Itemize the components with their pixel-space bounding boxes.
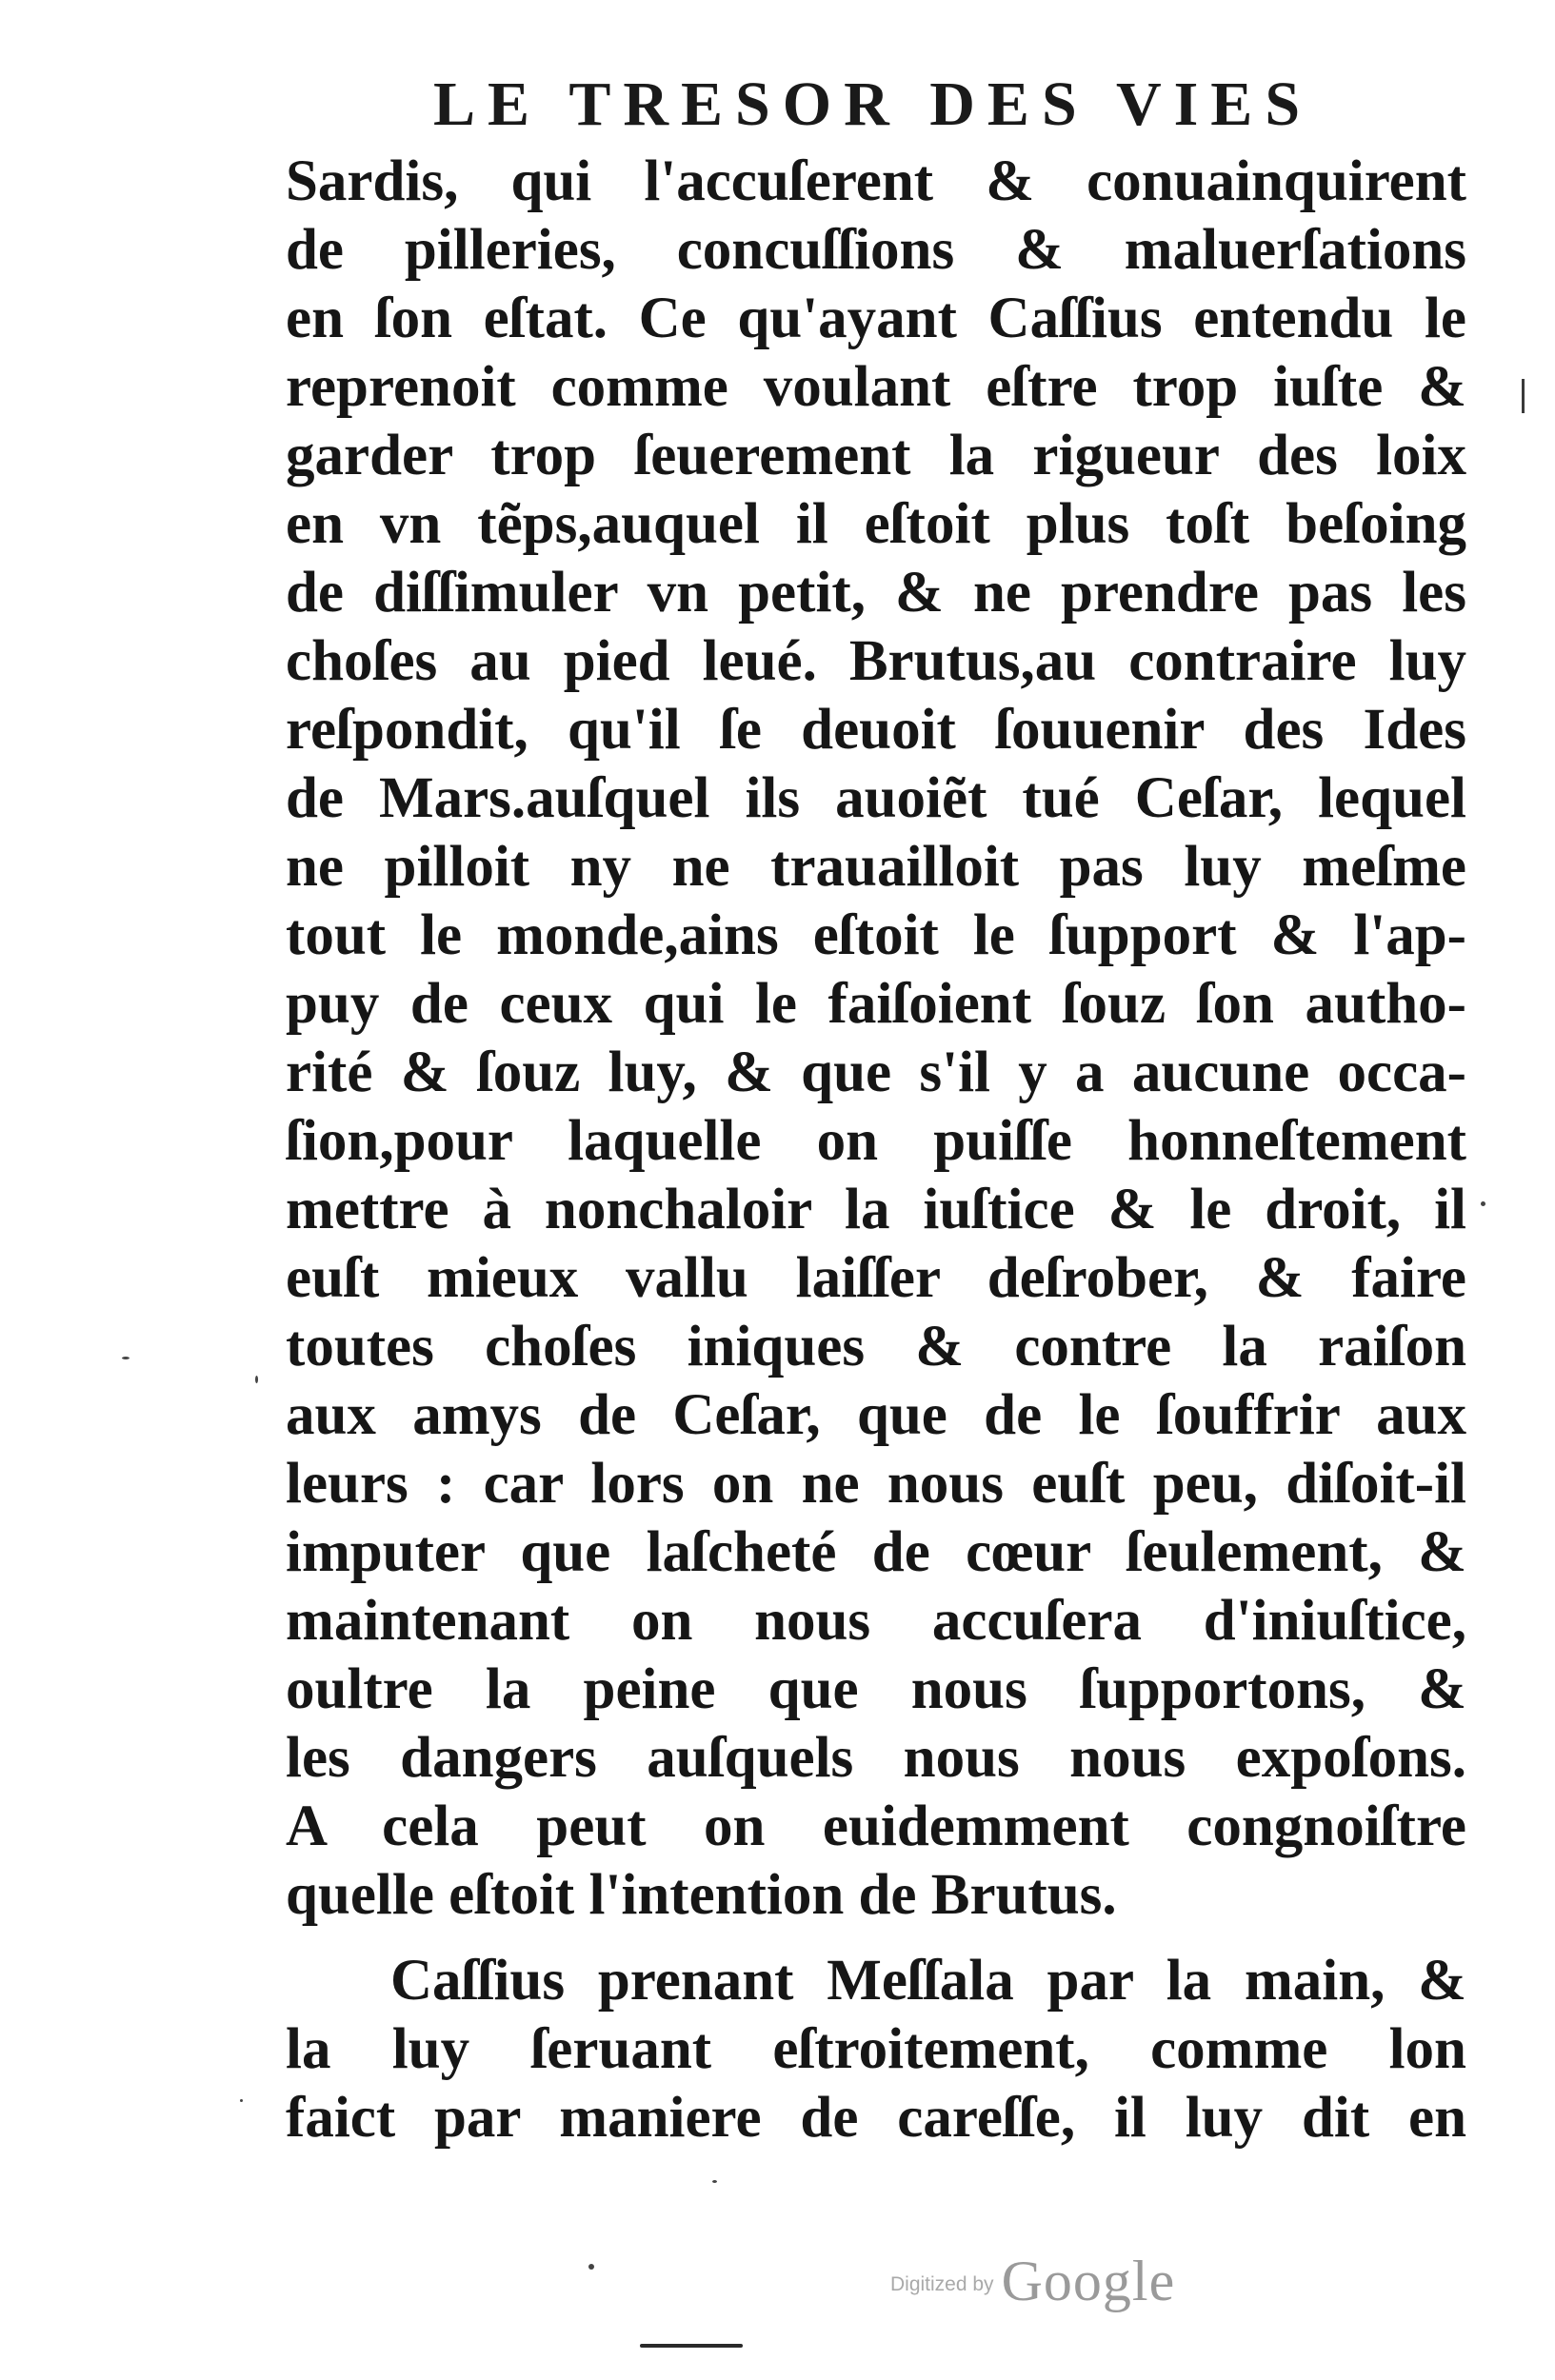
text-line: reſpondit, qu'il ſe deuoit ſouuenir des Ides [286, 698, 1466, 762]
ink-speck [588, 2264, 594, 2270]
ink-speck [712, 2180, 717, 2183]
text-line: faict par maniere de careſſe, il luy dit en [286, 2086, 1466, 2150]
watermark-prefix: Digitized by [890, 2273, 994, 2295]
text-line: de pilleries, concuſſions & maluerſations [286, 218, 1466, 282]
body-text [286, 148, 1466, 2152]
text-line: de Mars.auſquel ils auoiẽt tué Ceſar, lequel [286, 766, 1466, 830]
paragraph-2 [286, 1947, 1466, 2152]
google-logo: Google [1001, 2250, 1176, 2312]
text-line: reprenoit comme voulant eſtre trop iuſte & [286, 355, 1466, 419]
text-line: tout le monde,ains eſtoit le ſupport & l'ap- [286, 903, 1466, 967]
text-line: ne pilloit ny ne trauailloit pas luy meſme [286, 835, 1466, 899]
text-line: oultre la peine que nous ſupportons, & [286, 1657, 1466, 1721]
text-line: leurs : car lors on ne nous euſt peu, diſoit-il [286, 1452, 1466, 1516]
text-line: imputer que laſcheté de cœur ſeulement, & [286, 1520, 1466, 1584]
text-line: aux amys de Ceſar, que de le ſouffrir aux [286, 1383, 1466, 1447]
text-line: quelle eſtoit l'intention de Brutus. [286, 1863, 1117, 1927]
text-line: Caſſius prenant Meſſala par la main, & [390, 1949, 1466, 2013]
text-line: garder trop ſeuerement la rigueur des loix [286, 424, 1466, 487]
ink-speck [1481, 1201, 1485, 1206]
text-line: maintenant on nous accuſera d'iniuſtice, [286, 1589, 1466, 1653]
text-line: en vn tẽps,auquel il eſtoit plus toſt beſoing [286, 492, 1466, 556]
text-line: Sardis, qui l'accuſerent & conuainquirent [286, 149, 1466, 213]
text-line: euſt mieux vallu laiſſer deſrober, & faire [286, 1246, 1466, 1310]
text-line: en ſon eſtat. Ce qu'ayant Caſſius entendu le [286, 287, 1466, 350]
ink-speck [122, 1357, 130, 1359]
text-line: les dangers auſquels nous nous expoſons. [286, 1726, 1466, 1790]
paragraph-gap [286, 1930, 1466, 1947]
digitized-watermark [890, 2249, 1175, 2314]
ink-speck [240, 2099, 243, 2102]
text-line: mettre à nonchaloir la iuſtice & le droit, il [286, 1178, 1466, 1241]
running-head: LE TRESOR DES VIES [433, 69, 1313, 139]
text-line: puy de ceux qui le faiſoient ſouz ſon autho- [286, 972, 1466, 1036]
margin-mark [1522, 379, 1525, 413]
text-line: la luy ſeruant eſtroitement, comme lon [286, 2017, 1466, 2081]
text-line: rité & ſouz luy, & que s'il y a aucune occa- [286, 1041, 1466, 1104]
text-line: A cela peut on euidemment congnoiſtre [286, 1795, 1466, 1858]
ink-speck [255, 1376, 258, 1383]
text-line: toutes choſes iniques & contre la raiſon [286, 1315, 1466, 1378]
text-line: de diſſimuler vn petit, & ne prendre pas les [286, 561, 1466, 625]
text-line: choſes au pied leué. Brutus,au contraire luy [286, 629, 1466, 693]
text-line: ſion,pour laquelle on puiſſe honneſtement [286, 1109, 1466, 1173]
bottom-rule [640, 2344, 743, 2348]
paragraph-1 [286, 148, 1466, 1930]
